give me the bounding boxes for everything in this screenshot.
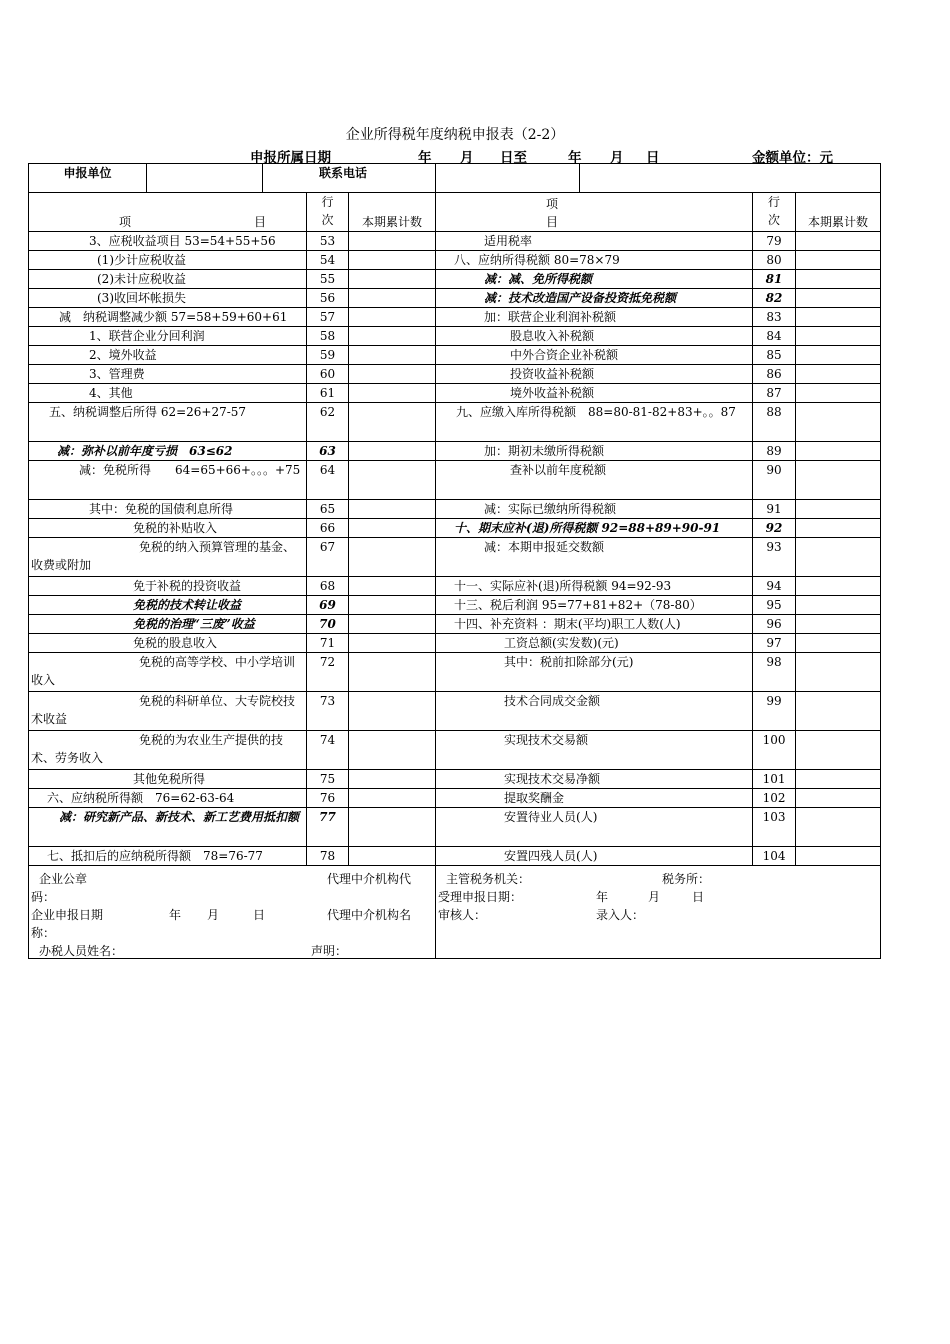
item-right: 查补以前年度税额 [436, 461, 753, 500]
item-right: 技术合同成交金额 [436, 692, 753, 731]
line-header-right: 行 次 [753, 193, 796, 232]
amount-cell-left[interactable] [349, 442, 436, 461]
period-label: 申报所属日期 [250, 150, 331, 166]
amount-cell-left[interactable] [349, 384, 436, 403]
item-left: 减：免税所得 64=65+66+。。。+75 [29, 461, 307, 500]
line-number-right: 92 [753, 519, 796, 538]
line-number-right: 97 [753, 634, 796, 653]
day-to-label: 日至 [500, 150, 527, 166]
line-number-left: 70 [307, 615, 349, 634]
amount-cell-right[interactable] [796, 808, 881, 847]
agent-name-label: 代理中介机构名 [327, 908, 412, 922]
line-number-right: 95 [753, 596, 796, 615]
amount-cell-right[interactable] [796, 731, 881, 770]
item-left: 免税的科研单位、大专院校技术收益 [29, 692, 307, 731]
line-number-left: 54 [307, 251, 349, 270]
day-label-2: 日 [646, 150, 660, 166]
item-left: 免税的为农业生产提供的技术、劳务收入 [29, 731, 307, 770]
form-title: 企业所得税年度纳税申报表（2-2） [345, 127, 565, 143]
item-right: 实现技术交易净额 [436, 770, 753, 789]
amount-cell-right[interactable] [796, 403, 881, 442]
currency-unit: 金额单位：元 [752, 150, 833, 166]
line-number-right: 80 [753, 251, 796, 270]
table-row [29, 653, 881, 692]
amount-cell-right[interactable] [796, 789, 881, 808]
item-right: 减：技术改造国产设备投资抵免税额 [436, 289, 753, 308]
phone-field[interactable] [436, 164, 580, 192]
amount-cell-left[interactable] [349, 615, 436, 634]
accept-date-label: 受理申报日期： [438, 890, 523, 904]
amount-cell-right[interactable] [796, 538, 881, 577]
item-left: 其他免税所得 [29, 770, 307, 789]
line-number-right: 90 [753, 461, 796, 500]
item-right: 减：本期申报延交数额 [436, 538, 753, 577]
line-number-left: 64 [307, 461, 349, 500]
amount-cell-right[interactable] [796, 500, 881, 519]
line-number-right: 103 [753, 808, 796, 847]
item-right: 十三、税后利润 95=77+81+82+（78-80） [436, 596, 753, 615]
line-number-left: 72 [307, 653, 349, 692]
phone-field-extra[interactable] [580, 164, 880, 192]
item-left: 免税的高等学校、中小学培训收入 [29, 653, 307, 692]
item-left: 免税的补贴收入 [29, 519, 307, 538]
table-row [29, 327, 881, 346]
line-number-left: 58 [307, 327, 349, 346]
line-number-left: 59 [307, 346, 349, 365]
line-number-left: 69 [307, 596, 349, 615]
item-left: 4、其他 [29, 384, 307, 403]
applicant-label: 申报单位 [29, 164, 147, 192]
item-header-left: 项 目 [29, 193, 307, 232]
table-row [29, 346, 881, 365]
table-row [29, 365, 881, 384]
table-row [29, 289, 881, 308]
amount-cell-right[interactable] [796, 634, 881, 653]
table-row [29, 577, 881, 596]
item-left: 免税的纳入预算管理的基金、收费或附加 [29, 538, 307, 577]
item-right: 减：减、免所得税额 [436, 270, 753, 289]
line-number-left: 60 [307, 365, 349, 384]
amount-cell-left[interactable] [349, 270, 436, 289]
line-number-left: 66 [307, 519, 349, 538]
line-number-left: 74 [307, 731, 349, 770]
table-row [29, 731, 881, 770]
accept-day: 日 [692, 890, 705, 904]
item-left: 免税的股息收入 [29, 634, 307, 653]
amount-cell-right[interactable] [796, 653, 881, 692]
amount-cell-right[interactable] [796, 577, 881, 596]
phone-label: 联系电话 [319, 166, 368, 180]
item-right: 投资收益补税额 [436, 365, 753, 384]
period-line [0, 146, 910, 164]
table-row [29, 519, 881, 538]
amount-cell-left[interactable] [349, 403, 436, 442]
item-left: 1、联营企业分回利润 [29, 327, 307, 346]
item-right: 加：期初未缴所得税额 [436, 442, 753, 461]
line-number-left: 73 [307, 692, 349, 731]
taxman-label: 办税人员姓名： [39, 944, 124, 958]
item-right: 其中：税前扣除部分(元) [436, 653, 753, 692]
item-right: 股息收入补税额 [436, 327, 753, 346]
item-left: 七、抵扣后的应纳税所得额 78=76-77 [29, 847, 307, 866]
reviewer-label: 审核人： [438, 908, 487, 922]
table-row [29, 808, 881, 847]
statement-label: 声明： [311, 944, 348, 958]
line-number-right: 99 [753, 692, 796, 731]
amount-cell-left[interactable] [349, 596, 436, 615]
line-number-right: 91 [753, 500, 796, 519]
tax-return-table [28, 163, 881, 959]
amount-cell-left[interactable] [349, 327, 436, 346]
line-number-right: 79 [753, 232, 796, 251]
table-row [29, 692, 881, 731]
entry-label: 录入人： [596, 908, 645, 922]
amount-cell-left[interactable] [349, 653, 436, 692]
line-number-left: 63 [307, 442, 349, 461]
item-left: (2)未计应税收益 [29, 270, 307, 289]
amount-cell-left[interactable] [349, 461, 436, 500]
line-number-right: 101 [753, 770, 796, 789]
line-number-left: 57 [307, 308, 349, 327]
line-number-left: 53 [307, 232, 349, 251]
line-number-right: 87 [753, 384, 796, 403]
amount-cell-right[interactable] [796, 270, 881, 289]
amount-cell-right[interactable] [796, 461, 881, 500]
accept-month: 月 [648, 890, 661, 904]
agent-name-tail: 称： [31, 926, 56, 940]
table-row [29, 232, 881, 251]
line-number-right: 94 [753, 577, 796, 596]
item-right: 境外收益补税额 [436, 384, 753, 403]
accept-year: 年 [596, 890, 609, 904]
line-number-left: 67 [307, 538, 349, 577]
line-number-right: 84 [753, 327, 796, 346]
item-right: 安置待业人员(人) [436, 808, 753, 847]
amount-cell-right[interactable] [796, 346, 881, 365]
amount-cell-right[interactable] [796, 327, 881, 346]
amount-cell-left[interactable] [349, 847, 436, 866]
table-row [29, 251, 881, 270]
amount-cell-left[interactable] [349, 808, 436, 847]
item-left: 免于补税的投资收益 [29, 577, 307, 596]
item-left: 其中：免税的国债利息所得 [29, 500, 307, 519]
line-number-right: 96 [753, 615, 796, 634]
amount-cell-right[interactable] [796, 847, 881, 866]
line-number-right: 98 [753, 653, 796, 692]
seal-label: 企业公章 [39, 872, 88, 886]
item-right: 减：实际已缴纳所得税额 [436, 500, 753, 519]
amount-cell-left[interactable] [349, 251, 436, 270]
table-row [29, 461, 881, 500]
item-right: 八、应纳所得税额 80=78×79 [436, 251, 753, 270]
item-right: 实现技术交易额 [436, 731, 753, 770]
line-number-right: 85 [753, 346, 796, 365]
amount-cell-left[interactable] [349, 365, 436, 384]
line-number-left: 78 [307, 847, 349, 866]
line-number-right: 88 [753, 403, 796, 442]
line-number-right: 104 [753, 847, 796, 866]
report-date-label: 企业申报日期 [31, 908, 104, 922]
table-row [29, 384, 881, 403]
table-row [29, 615, 881, 634]
amount-cell-right[interactable] [796, 692, 881, 731]
agent-code-label: 代理中介机构代 [327, 872, 412, 886]
line-number-left: 76 [307, 789, 349, 808]
amount-header-left: 本期累计数 [349, 193, 436, 232]
amount-cell-left[interactable] [349, 731, 436, 770]
report-month: 月 [207, 908, 220, 922]
amount-cell-right[interactable] [796, 596, 881, 615]
amount-cell-right[interactable] [796, 365, 881, 384]
table-row [29, 538, 881, 577]
line-number-left: 75 [307, 770, 349, 789]
line-number-right: 100 [753, 731, 796, 770]
item-left: 3、应税收益项目 53=54+55+56 [29, 232, 307, 251]
item-left: (1)少计应税收益 [29, 251, 307, 270]
line-number-right: 102 [753, 789, 796, 808]
amount-cell-left[interactable] [349, 692, 436, 731]
amount-cell-right[interactable] [796, 384, 881, 403]
year-label-2: 年 [568, 150, 582, 166]
year-label-1: 年 [418, 150, 432, 166]
item-right: 安置四残人员(人) [436, 847, 753, 866]
line-number-right: 81 [753, 270, 796, 289]
item-right: 提取奖酬金 [436, 789, 753, 808]
line-number-right: 86 [753, 365, 796, 384]
line-number-left: 71 [307, 634, 349, 653]
amount-cell-right[interactable] [796, 770, 881, 789]
office-label: 税务所： [662, 872, 711, 886]
table-row [29, 308, 881, 327]
amount-cell-right[interactable] [796, 289, 881, 308]
amount-cell-right[interactable] [796, 615, 881, 634]
item-right: 加：联营企业利润补税额 [436, 308, 753, 327]
report-day: 日 [253, 908, 266, 922]
line-number-left: 61 [307, 384, 349, 403]
amount-cell-left[interactable] [349, 500, 436, 519]
amount-cell-left[interactable] [349, 308, 436, 327]
item-left: 免税的技术转让收益 [29, 596, 307, 615]
item-left: 3、管理费 [29, 365, 307, 384]
table-row [29, 270, 881, 289]
line-number-left: 77 [307, 808, 349, 847]
line-number-left: 65 [307, 500, 349, 519]
footer-row [29, 866, 881, 959]
month-label-2: 月 [610, 150, 624, 166]
item-right: 十四、补充资料 ：期末(平均)职工人数(人) [436, 615, 753, 634]
item-left: 减：弥补以前年度亏损 63≤62 [29, 442, 307, 461]
amount-cell-left[interactable] [349, 232, 436, 251]
line-number-left: 56 [307, 289, 349, 308]
line-number-right: 83 [753, 308, 796, 327]
item-left: 六、应纳税所得额 76=62-63-64 [29, 789, 307, 808]
item-left: 减 纳税调整减少额 57=58+59+60+61 [29, 308, 307, 327]
amount-cell-right[interactable] [796, 519, 881, 538]
item-header-right: 项 目 [436, 193, 753, 232]
line-number-left: 68 [307, 577, 349, 596]
line-number-right: 89 [753, 442, 796, 461]
item-right: 中外合资企业补税额 [436, 346, 753, 365]
table-row [29, 770, 881, 789]
line-header-left: 行 次 [307, 193, 349, 232]
item-right: 九、应缴入库所得税额 88=80-81-82+83+。。87 [436, 403, 753, 442]
item-right: 十一、实际应补(退)所得税额 94=92-93 [436, 577, 753, 596]
line-number-left: 55 [307, 270, 349, 289]
amount-cell-left[interactable] [349, 577, 436, 596]
column-header-row [29, 193, 881, 232]
table-row [29, 403, 881, 442]
amount-cell-left[interactable] [349, 634, 436, 653]
table-row [29, 442, 881, 461]
line-number-right: 93 [753, 538, 796, 577]
amount-cell-left[interactable] [349, 289, 436, 308]
amount-cell-left[interactable] [349, 346, 436, 365]
item-right: 适用税率 [436, 232, 753, 251]
item-left: (3)收回坏帐损失 [29, 289, 307, 308]
applicant-field[interactable] [147, 164, 263, 192]
applicant-row [29, 164, 881, 193]
table-row [29, 789, 881, 808]
amount-cell-left[interactable] [349, 789, 436, 808]
amount-cell-left[interactable] [349, 770, 436, 789]
amount-cell-left[interactable] [349, 519, 436, 538]
item-left: 五、纳税调整后所得 62=26+27-57 [29, 403, 307, 442]
item-left: 减：研究新产品、新技术、新工艺费用抵扣额 [29, 808, 307, 847]
amount-cell-left[interactable] [349, 538, 436, 577]
amount-cell-right[interactable] [796, 442, 881, 461]
month-label-1: 月 [460, 150, 474, 166]
table-row [29, 634, 881, 653]
table-row [29, 500, 881, 519]
amount-cell-right[interactable] [796, 251, 881, 270]
amount-header-right: 本期累计数 [796, 193, 881, 232]
amount-cell-right[interactable] [796, 232, 881, 251]
amount-cell-right[interactable] [796, 308, 881, 327]
item-right: 工资总额(实发数)(元) [436, 634, 753, 653]
line-number-right: 82 [753, 289, 796, 308]
item-left: 免税的治理“三废”收益 [29, 615, 307, 634]
item-left: 2、境外收益 [29, 346, 307, 365]
authority-label: 主管税务机关： [446, 872, 531, 886]
table-row [29, 847, 881, 866]
table-row [29, 596, 881, 615]
agent-code-tail: 码： [31, 890, 56, 904]
report-year: 年 [169, 908, 182, 922]
line-number-left: 62 [307, 403, 349, 442]
item-right: 十、期末应补(退)所得税额 92=88+89+90-91 [436, 519, 753, 538]
